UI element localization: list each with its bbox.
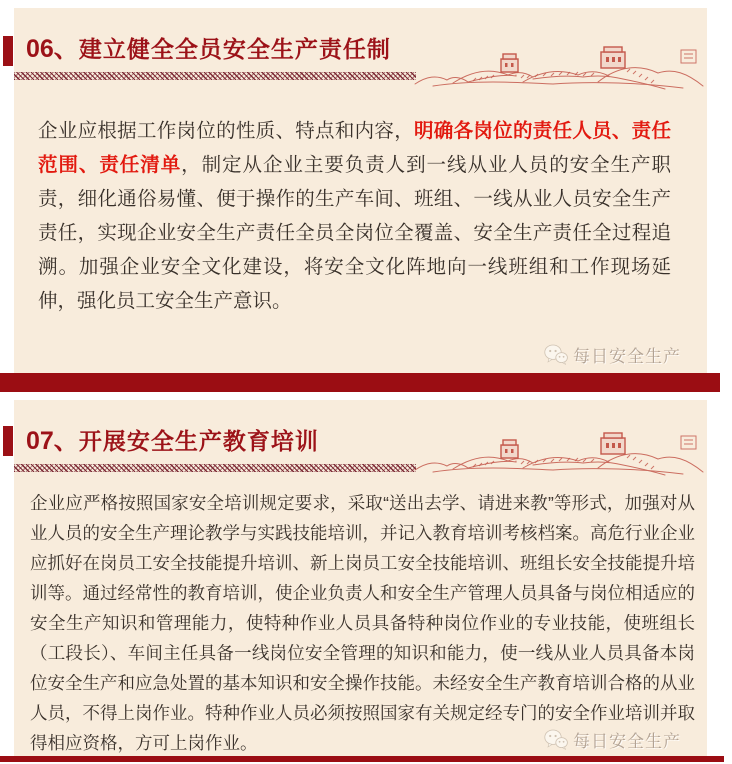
great-wall-icon [413,42,705,92]
section-title: 开展安全生产教育培训 [78,428,319,454]
watermark [544,342,681,367]
hatched-divider [14,72,416,80]
paragraph-text: 企业应根据工作岗位的性质、特点和内容， [38,120,414,142]
wechat-icon [544,344,568,365]
bottom-red-line [0,756,724,762]
left-accent-bar [3,36,13,66]
section-number: 06、 [26,35,79,63]
left-accent-bar [3,426,13,456]
section-06-paragraph [38,114,671,318]
watermark [544,727,681,752]
section-07-panel [14,400,707,756]
section-06-panel [14,8,707,373]
section-number: 07、 [26,427,79,455]
watermark-label: 每日安全生产 [573,347,681,366]
red-divider-band [0,373,720,392]
wechat-icon [544,729,568,750]
hatched-divider [14,464,416,472]
section-07-paragraph [30,488,695,758]
watermark-label: 每日安全生产 [573,732,681,751]
section-title: 建立健全全员安全生产责任制 [78,36,391,62]
paragraph-text: ，制定从企业主要负责人到一线从业人员的安全生产职责，细化通俗易懂、便于操作的生产车间、班组、一线从业人员安全生产责任，实现企业安全生产责任全员全岗位全覆盖、安全生产责任全过程追溯。加强企业安全文化建设，将安全文化阵地向一线班组和工作现场延伸，强化员工安全生产意识。 [38,154,671,312]
paragraph-highlight: 明确各岗位的责任人员、责任范围、责任清单 [38,120,671,176]
great-wall-icon [413,428,705,478]
paragraph-text: 企业应严格按照国家安全培训规定要求，采取“送出去学、请进来教”等形式，加强对从业人员的安全生产理论教学与实践技能培训，并记入教育培训考核档案。高危行业企业应抓好在岗员工安全技能提升培训、新上岗员工安全技能培训、班组长安全技能提升培训等。通过经常性的教育培训，使企业负责人和安全生产管理人员具备与岗位相适应的安全生产知识和管理能力，使特种作业人员具备特种岗位作业的专业技能，使班组长（工段长）、车间主任具备一线岗位安全管理的知识和能力，使一线从业人员具备本岗位安全生产和应急处置的基本知识和安全操作技能。未经安全生产教育培训合格的从业人员，不得上岗作业。特种作业人员必须按照国家有关规定经专门的安全作业培训并取得相应资格，方可上岗作业。 [30,493,695,753]
